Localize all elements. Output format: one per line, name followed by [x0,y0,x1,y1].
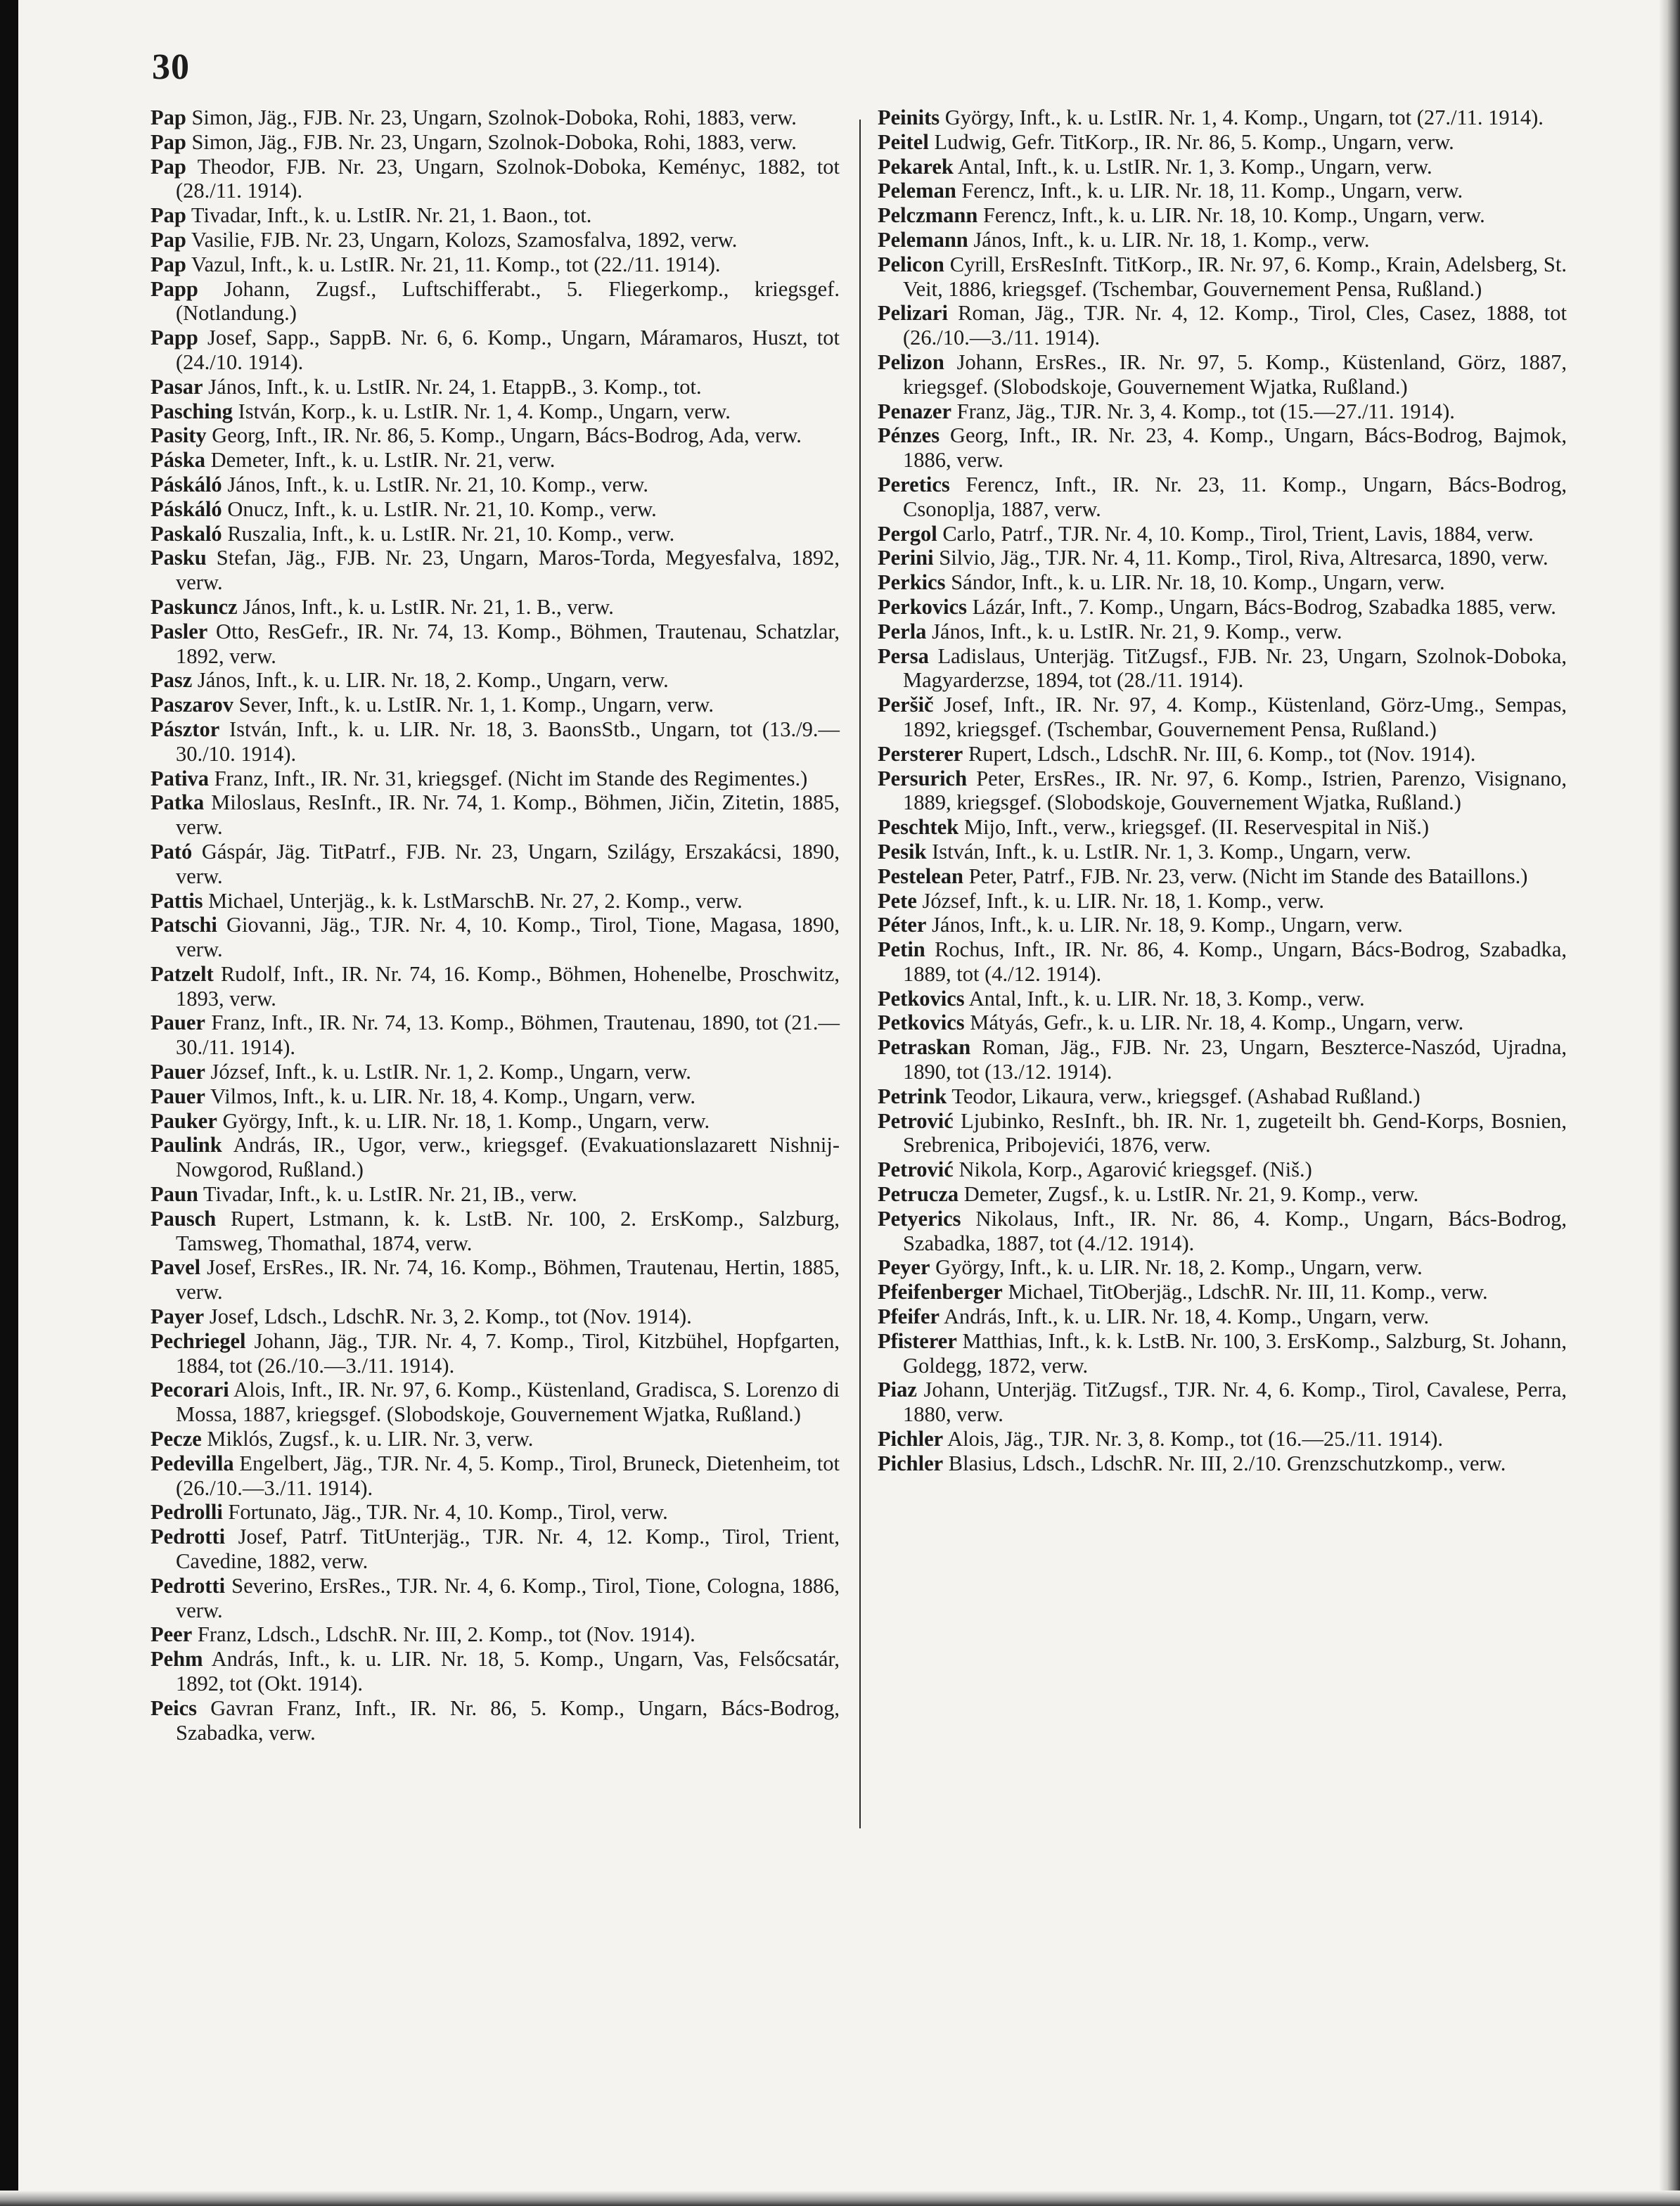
register-entry [150,228,840,252]
entry-details: Nikola, Korp., Agarović kriegsgef. (Niš.) [958,1157,1312,1182]
entry-details: Giovanni, Jäg., TJR. Nr. 4, 10. Komp., Tirol, Tione, Magasa, 1890, verw. [176,913,840,962]
entry-surname: Pergol [878,521,937,546]
entry-details: Franz, Inft., IR. Nr. 74, 13. Komp., Böhmen, Trautenau, 1890, tot (21.—30./11. 1914). [176,1011,840,1060]
entry-details: Sándor, Inft., k. u. LIR. Nr. 18, 10. Komp., Ungarn, verw. [951,570,1445,595]
scan-edge-left [0,0,18,2206]
register-entry [878,1280,1567,1304]
entry-surname: Papp [150,326,198,350]
register-entry [878,937,1567,987]
register-entry [878,570,1567,595]
register-entry [878,1378,1567,1427]
entry-surname: Patka [150,790,205,815]
register-entry [878,228,1567,252]
entry-surname: Paulink [150,1133,222,1157]
entry-details: Franz, Jäg., TJR. Nr. 3, 4. Komp., tot (15.—27./11. 1914). [956,399,1455,423]
register-entry [150,1622,840,1647]
register-entry [878,1035,1567,1084]
entry-details: József, Inft., k. u. LIR. Nr. 18, 1. Komp., verw. [922,888,1325,913]
entry-surname: Paskaló [150,521,222,546]
entry-details: Teodor, Likaura, verw., kriegsgef. (Ashabad Rußland.) [951,1084,1421,1108]
entry-details: Matthias, Inft., k. k. LstB. Nr. 100, 3. ErsKomp., Salzburg, St. Johann, Goldegg, 1872, verw. [903,1328,1567,1378]
entry-details: Franz, Ldsch., LdschR. Nr. III, 2. Komp., tot (Nov. 1914). [197,1622,695,1647]
entry-surname: Pichler [878,1427,944,1451]
register-entry [150,522,840,546]
entry-details: Vasilie, FJB. Nr. 23, Ungarn, Kolozs, Szamosfalva, 1892, verw. [191,227,738,252]
entry-surname: Perkovics [878,594,968,619]
entry-surname: Pativa [150,766,210,790]
register-entry [878,913,1567,937]
entry-surname: Petrović [878,1157,954,1182]
entry-surname: Petyerics [878,1206,961,1231]
entry-surname: Pedrolli [150,1500,223,1525]
register-entry [878,620,1567,644]
entry-details: János, Inft., k. u. LstIR. Nr. 21, 10. Komp., verw. [227,472,648,496]
entry-details: Severino, ErsRes., TJR. Nr. 4, 6. Komp., Tirol, Tione, Cologna, 1886, verw. [176,1573,840,1622]
entry-surname: Peršič [878,693,934,717]
entry-details: Michael, Unterjäg., k. k. LstMarschB. Nr. 27, 2. Komp., verw. [208,888,743,913]
register-entry [878,546,1567,570]
entry-details: Tivadar, Inft., k. u. LstIR. Nr. 21, 1. Baon., tot. [191,203,592,228]
entry-details: Otto, ResGefr., IR. Nr. 74, 13. Komp., Böhmen, Trautenau, Schatzlar, 1892, verw. [176,619,840,668]
register-entry [878,840,1567,864]
register-entry [878,1109,1567,1158]
entry-surname: Petraskan [878,1035,971,1060]
entry-details: Rupert, Lstmann, k. k. LstB. Nr. 100, 2. ErsKomp., Salzburg, Tamsweg, Thomathal, 1874, verw. [176,1206,840,1255]
entry-details: István, Korp., k. u. LstIR. Nr. 1, 4. Komp., Ungarn, verw. [238,399,731,423]
entry-surname: Pap [150,227,186,252]
entry-surname: Pató [150,839,193,864]
entry-details: Engelbert, Jäg., TJR. Nr. 4, 5. Komp., Tirol, Bruneck, Dietenheim, tot (26./10.—3./11. 1914). [176,1451,840,1500]
register-entry [878,203,1567,228]
entry-surname: Pichler [878,1451,944,1475]
entry-surname: Pesik [878,839,927,864]
entry-details: Fortunato, Jäg., TJR. Nr. 4, 10. Komp., Tirol, verw. [228,1500,668,1525]
entry-details: Georg, Inft., IR. Nr. 86, 5. Komp., Ungarn, Bács-Bodrog, Ada, verw. [212,423,802,448]
entry-details: János, Inft., k. u. LstIR. Nr. 21, 9. Komp., verw. [932,619,1342,643]
left-column [150,105,840,1745]
entry-surname: Pasity [150,423,207,448]
entry-surname: Péter [878,913,927,937]
register-entry [878,767,1567,816]
entry-surname: Peyer [878,1255,930,1280]
register-entry [150,105,840,130]
entry-details: Roman, Jäg., TJR. Nr. 4, 12. Komp., Tirol, Cles, Casez, 1888, tot (26./10.—3./11. 1914). [903,301,1567,350]
entry-details: János, Inft., k. u. LstIR. Nr. 21, 1. B., verw. [243,594,614,619]
entry-surname: Pelczmann [878,203,978,228]
entry-surname: Paskuncz [150,594,238,619]
entry-surname: Pausch [150,1206,217,1231]
entry-surname: Pecze [150,1427,202,1451]
entry-details: Roman, Jäg., FJB. Nr. 23, Ungarn, Beszterce-Naszód, Ujradna, 1890, tot (13./12. 1914). [903,1035,1567,1084]
entry-details: Ladislaus, Unterjäg. TitZugsf., FJB. Nr. 23, Ungarn, Szolnok-Doboka, Magyarderzse, 1894, tot (28./11. 1914). [903,643,1567,693]
entry-details: Demeter, Zugsf., k. u. LstIR. Nr. 21, 9. Komp., verw. [963,1182,1419,1207]
register-entry [150,790,840,840]
entry-details: István, Inft., k. u. LIR. Nr. 18, 3. BaonsStb., Ungarn, tot (13./9.—30./10. 1914). [176,717,840,766]
register-entry [150,473,840,497]
entry-details: Carlo, Patrf., TJR. Nr. 4, 10. Komp., Tirol, Trient, Lavis, 1884, verw. [942,521,1534,546]
right-column [878,105,1567,1476]
entry-details: Alois, Jäg., TJR. Nr. 3, 8. Komp., tot (16.—25./11. 1914). [947,1427,1444,1451]
entry-details: Silvio, Jäg., TJR. Nr. 4, 11. Komp., Tirol, Riva, Altresarca, 1890, verw. [939,546,1548,570]
register-entry [878,522,1567,546]
entry-details: Alois, Inft., IR. Nr. 97, 6. Komp., Küstenland, Gradisca, S. Lorenzo di Mossa, 1887, kriegsgef. (Slobodskoje, Gouvernement Wjatka, Rußland.) [176,1378,840,1427]
entry-surname: Penazer [878,399,951,423]
entry-surname: Páskáló [150,496,222,521]
register-entry [150,620,840,669]
register-entry [150,546,840,595]
entry-surname: Pelemann [878,227,968,252]
register-entry [878,179,1567,203]
entry-surname: Payer [150,1304,205,1329]
page-number: 30 [152,47,190,87]
register-entry [878,350,1567,399]
entry-details: Rochus, Inft., IR. Nr. 86, 4. Komp., Ungarn, Bács-Bodrog, Szabadka, 1889, tot (4./12. 1914). [903,937,1567,986]
entry-surname: Pénzes [878,423,940,448]
entry-surname: Pelizon [878,350,944,374]
register-entry [150,1133,840,1182]
register-entry [150,1329,840,1378]
register-entry [878,399,1567,424]
entry-surname: Pasar [150,374,203,399]
register-entry [150,595,840,620]
entry-details: Onucz, Inft., k. u. LstIR. Nr. 21, 10. Komp., verw. [227,496,657,521]
entry-surname: Persa [878,643,929,668]
entry-surname: Petrucza [878,1182,959,1207]
entry-details: Lázár, Inft., 7. Komp., Ungarn, Bács-Bodrog, Szabadka 1885, verw. [972,594,1556,619]
register-entry [150,1207,840,1256]
entry-details: Vilmos, Inft., k. u. LIR. Nr. 18, 4. Komp., Ungarn, verw. [210,1084,695,1108]
entry-details: István, Inft., k. u. LstIR. Nr. 1, 3. Komp., Ungarn, verw. [932,839,1411,864]
entry-details: Mátyás, Gefr., k. u. LIR. Nr. 18, 4. Komp., Ungarn, verw. [970,1011,1464,1035]
entry-surname: Pfisterer [878,1328,957,1353]
register-entry [150,717,840,767]
register-entry [878,644,1567,693]
register-entry [878,155,1567,179]
register-entry [878,1329,1567,1378]
entry-details: József, Inft., k. u. LstIR. Nr. 1, 2. Komp., Ungarn, verw. [210,1060,691,1084]
register-entry [878,1157,1567,1182]
register-entry [878,1427,1567,1451]
entry-surname: Petin [878,937,925,962]
entry-surname: Pásztor [150,717,220,741]
entry-details: Cyrill, ErsResInft. TitKorp., IR. Nr. 97, 6. Komp., Krain, Adelsberg, St. Veit, 1886, kriegsgef. (Tschembar, Gouvernement Pensa, Rußland.) [903,252,1567,301]
register-entry [150,497,840,522]
entry-surname: Pap [150,203,186,228]
entry-details: Simon, Jäg., FJB. Nr. 23, Ungarn, Szolnok-Doboka, Rohi, 1883, verw. [191,105,797,129]
entry-surname: Pap [150,129,186,154]
register-entry [150,1451,840,1501]
register-entry [878,864,1567,889]
register-entry [150,1255,840,1304]
entry-surname: Pasz [150,668,193,693]
register-entry [878,595,1567,620]
entry-surname: Persterer [878,741,963,766]
register-entry [150,1011,840,1060]
entry-details: András, Inft., k. u. LIR. Nr. 18, 5. Komp., Ungarn, Vas, Felsőcsatár, 1892, tot (Okt. 1914). [176,1647,840,1695]
entry-details: Antal, Inft., k. u. LIR. Nr. 18, 3. Komp., verw. [968,986,1365,1011]
register-entry [878,130,1567,155]
register-entry [878,105,1567,130]
register-entry [150,399,840,424]
register-entry [150,448,840,473]
entry-details: Josef, Patrf. TitUnterjäg., TJR. Nr. 4, 12. Komp., Tirol, Trient, Cavedine, 1882, verw. [176,1525,840,1574]
entry-surname: Patzelt [150,961,214,986]
entry-details: Gavran Franz, Inft., IR. Nr. 86, 5. Komp., Ungarn, Bács-Bodrog, Szabadka, verw. [176,1695,840,1745]
entry-details: Johann, Zugsf., Luftschifferabt., 5. Fliegerkomp., kriegsgef. (Notlandung.) [176,276,840,326]
entry-details: Josef, Sapp., SappB. Nr. 6, 6. Komp., Ungarn, Máramaros, Huszt, tot (24./10. 1914). [176,326,840,374]
entry-details: Rupert, Ldsch., LdschR. Nr. III, 6. Komp., tot (Nov. 1914). [968,741,1476,766]
entry-surname: Peinits [878,105,940,129]
entry-details: Michael, TitOberjäg., LdschR. Nr. III, 11. Komp., verw. [1008,1280,1488,1304]
register-entry [150,155,840,204]
entry-surname: Pap [150,252,186,276]
register-entry [150,889,840,913]
register-entry [878,693,1567,742]
entry-surname: Papp [150,276,198,301]
entry-details: Blasius, Ldsch., LdschR. Nr. III, 2./10. Grenzschutzkomp., verw. [948,1451,1506,1475]
register-entry [878,1304,1567,1329]
register-entry [878,252,1567,302]
entry-surname: Petrink [878,1084,947,1108]
entry-surname: Perkics [878,570,946,595]
entry-details: János, Inft., k. u. LIR. Nr. 18, 1. Komp., verw. [973,227,1370,252]
register-entry [150,962,840,1011]
register-entry [878,815,1567,840]
entry-details: Tivadar, Inft., k. u. LstIR. Nr. 21, IB., verw. [203,1182,577,1207]
entry-surname: Pattis [150,888,203,913]
entry-surname: Paun [150,1182,198,1207]
entry-details: János, Inft., k. u. LstIR. Nr. 24, 1. EtappB., 3. Komp., tot. [208,374,702,399]
entry-surname: Pestelean [878,864,963,888]
entry-surname: Persurich [878,766,968,790]
entry-details: Georg, Inft., IR. Nr. 23, 4. Komp., Ungarn, Bács-Bodrog, Bajmok, 1886, verw. [903,423,1567,473]
register-entry [150,913,840,962]
entry-details: Josef, ErsRes., IR. Nr. 74, 16. Komp., Böhmen, Trautenau, Hertin, 1885, verw. [176,1255,840,1304]
register-entry [878,889,1567,913]
entry-details: Ljubinko, ResInft., bh. IR. Nr. 1, zugeteilt bh. Gend-Korps, Bosnien, Srebrenica, Pribojevići, 1876, verw. [903,1108,1567,1157]
register-entry [150,1304,840,1329]
register-entry [150,840,840,889]
entry-surname: Pasku [150,546,207,570]
entry-surname: Páskáló [150,472,222,496]
entry-details: Mijo, Inft., verw., kriegsgef. (II. Reservespital in Niš.) [963,815,1430,840]
entry-details: Theodor, FJB. Nr. 23, Ungarn, Szolnok-Doboka, Keményc, 1882, tot (28./11. 1914). [176,154,840,203]
entry-details: Johann, ErsRes., IR. Nr. 97, 5. Komp., Küstenland, Görz, 1887, kriegsgef. (Slobodskoje, Gouvernement Wjatka, Rußland.) [903,350,1567,399]
entry-surname: Patschi [150,913,217,937]
entry-surname: Petrović [878,1108,954,1133]
entry-details: János, Inft., k. u. LIR. Nr. 18, 2. Komp., Ungarn, verw. [197,668,669,693]
register-entry [150,1647,840,1696]
entry-details: Peter, Patrf., FJB. Nr. 23, verw. (Nicht im Stande des Bataillons.) [968,864,1528,888]
entry-surname: Páska [150,448,205,473]
register-entry [150,1060,840,1084]
entry-details: Gáspár, Jäg. TitPatrf., FJB. Nr. 23, Ungarn, Szilágy, Erszakácsi, 1890, verw. [176,839,840,888]
register-entry [878,1451,1567,1476]
entry-details: Ferencz, Inft., IR. Nr. 23, 11. Komp., Ungarn, Bács-Bodrog, Csonoplja, 1887, verw. [903,472,1567,521]
entry-details: János, Inft., k. u. LIR. Nr. 18, 9. Komp., Ungarn, verw. [932,913,1403,937]
register-entry [878,423,1567,473]
entry-details: György, Inft., k. u. LstIR. Nr. 1, 4. Komp., Ungarn, tot (27./11. 1914). [944,105,1544,129]
register-entry [150,1500,840,1525]
register-entry [878,1182,1567,1207]
register-entry [150,1378,840,1427]
register-entry [150,203,840,228]
entry-details: Ruszalia, Inft., k. u. LstIR. Nr. 21, 10. Komp., verw. [227,521,675,546]
scan-edge-right [1659,0,1680,2206]
entry-surname: Pedevilla [150,1451,234,1475]
entry-details: Ferencz, Inft., k. u. LIR. Nr. 18, 10. Komp., Ungarn, verw. [982,203,1485,228]
entry-details: Franz, Inft., IR. Nr. 31, kriegsgef. (Nicht im Stande des Regimentes.) [214,766,808,790]
entry-surname: Pedrotti [150,1525,226,1549]
entry-surname: Pelicon [878,252,944,276]
entry-details: Simon, Jäg., FJB. Nr. 23, Ungarn, Szolnok-Doboka, Rohi, 1883, verw. [191,129,797,154]
entry-surname: Peschtek [878,815,959,840]
entry-surname: Pap [150,154,186,179]
register-entry [150,1696,840,1745]
register-entry [878,1255,1567,1280]
entry-details: György, Inft., k. u. LIR. Nr. 18, 2. Komp., Ungarn, verw. [935,1255,1423,1280]
register-entry [150,1182,840,1207]
register-entry [150,1109,840,1134]
entry-details: Johann, Unterjäg. TitZugsf., TJR. Nr. 4, 6. Komp., Tirol, Cavalese, Perra, 1880, verw. [903,1378,1567,1427]
register-entry [878,987,1567,1011]
register-entry [150,375,840,399]
entry-surname: Paszarov [150,693,234,717]
register-entry [150,1427,840,1451]
register-entry [150,277,840,326]
entry-surname: Pedrotti [150,1573,226,1598]
entry-surname: Piaz [878,1378,917,1402]
entry-surname: Pecorari [150,1378,229,1402]
entry-details: Nikolaus, Inft., IR. Nr. 86, 4. Komp., Ungarn, Bács-Bodrog, Szabadka, 1887, tot (4./12. 1914). [903,1206,1567,1255]
entry-surname: Pekarek [878,154,954,179]
register-entry [150,423,840,448]
entry-surname: Peer [150,1622,193,1647]
entry-surname: Pfeifer [878,1304,940,1329]
register-entry [150,668,840,693]
register-entry [150,326,840,375]
register-entry [150,1525,840,1574]
register-entry [878,1084,1567,1109]
entry-details: Ludwig, Gefr. TitKorp., IR. Nr. 86, 5. Komp., Ungarn, verw. [934,129,1454,154]
entry-surname: Pap [150,105,186,129]
entry-details: Josef, Ldsch., LdschR. Nr. 3, 2. Komp., tot (Nov. 1914). [209,1304,692,1329]
register-entry [150,252,840,277]
entry-surname: Pechriegel [150,1328,246,1353]
register-entry [150,1574,840,1623]
entry-surname: Perla [878,619,927,643]
entry-surname: Pasching [150,399,233,423]
entry-surname: Peitel [878,129,929,154]
entry-details: Stefan, Jäg., FJB. Nr. 23, Ungarn, Maros-Torda, Megyesfalva, 1892, verw. [176,546,840,595]
entry-surname: Pauker [150,1108,217,1133]
entry-details: Vazul, Inft., k. u. LstIR. Nr. 21, 11. Komp., tot (22./11. 1914). [191,252,721,276]
entry-surname: Peretics [878,472,950,496]
entry-details: Antal, Inft., k. u. LstIR. Nr. 1, 3. Komp., Ungarn, verw. [957,154,1432,179]
register-entry [150,767,840,791]
entry-details: Ferencz, Inft., k. u. LIR. Nr. 18, 11. Komp., Ungarn, verw. [961,179,1463,203]
entry-details: Miloslaus, ResInft., IR. Nr. 74, 1. Komp., Böhmen, Jičin, Zitetin, 1885, verw. [176,790,840,840]
register-entry [878,301,1567,350]
entry-surname: Peleman [878,179,956,203]
entry-surname: Pavel [150,1255,201,1280]
entry-surname: Pauer [150,1011,205,1035]
register-entry [150,1084,840,1109]
register-entry [150,693,840,717]
entry-details: Demeter, Inft., k. u. LstIR. Nr. 21, verw. [210,448,556,473]
entry-surname: Perini [878,546,934,570]
entry-details: András, IR., Ugor, verw., kriegsgef. (Evakuationslazarett Nishnij-Nowgorod, Rußland.) [176,1133,840,1182]
entry-details: András, Inft., k. u. LIR. Nr. 18, 4. Komp., Ungarn, verw. [943,1304,1430,1329]
entry-details: György, Inft., k. u. LIR. Nr. 18, 1. Komp., Ungarn, verw. [222,1108,710,1133]
register-entry [878,473,1567,522]
entry-surname: Pelizari [878,301,948,326]
entry-details: Peter, ErsRes., IR. Nr. 97, 6. Komp., Istrien, Parenzo, Visignano, 1889, kriegsgef. (Slobodskoje, Gouvernement Wjatka, Rußland.) [903,766,1567,815]
entry-surname: Pehm [150,1647,203,1672]
entry-details: Johann, Jäg., TJR. Nr. 4, 7. Komp., Tirol, Kitzbühel, Hopfgarten, 1884, tot (26./10.—3./11. 1914). [176,1328,840,1378]
register-entry [878,1011,1567,1035]
register-entry [878,1207,1567,1256]
register-entry [878,742,1567,767]
column-divider [859,120,861,1828]
entry-details: Miklós, Zugsf., k. u. LIR. Nr. 3, verw. [207,1427,534,1451]
entry-surname: Petkovics [878,986,965,1011]
entry-surname: Pfeifenberger [878,1280,1003,1304]
entry-details: Rudolf, Inft., IR. Nr. 74, 16. Komp., Böhmen, Hohenelbe, Proschwitz, 1893, verw. [176,961,840,1011]
entry-surname: Pauer [150,1060,205,1084]
scan-edge-bottom [0,2191,1680,2206]
entry-surname: Pauer [150,1084,205,1108]
entry-surname: Peics [150,1695,198,1720]
entry-surname: Pete [878,888,917,913]
entry-surname: Pasler [150,619,208,643]
entry-details: Josef, Inft., IR. Nr. 97, 4. Komp., Küstenland, Görz-Umg., Sempas, 1892, kriegsgef. (Tschembar, Gouvernement Pensa, Rußland.) [903,693,1567,741]
entry-details: Sever, Inft., k. u. LstIR. Nr. 1, 1. Komp., Ungarn, verw. [238,693,714,717]
register-entry [150,130,840,155]
entry-surname: Petkovics [878,1011,965,1035]
